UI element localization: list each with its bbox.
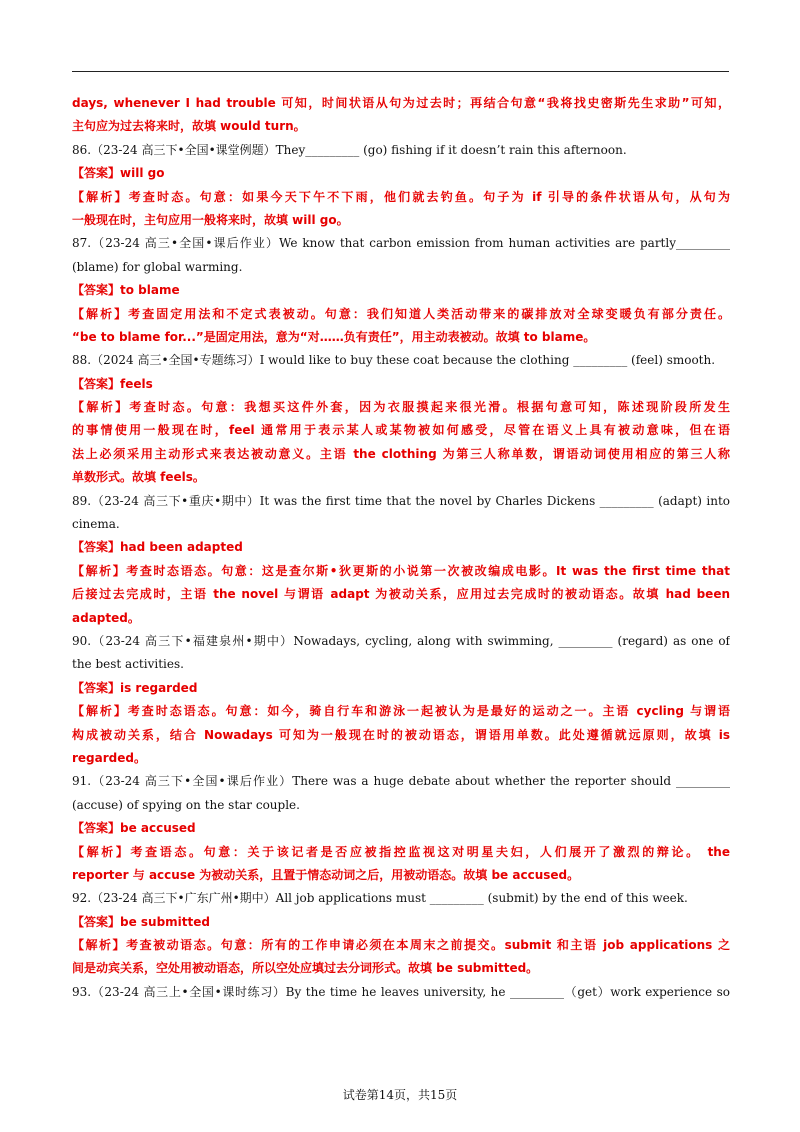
answer-analysis-line: 【解析】考查固定用法和不定式表被动。句意：我们知道人类活动带来的碳排放对全球变暖负有部分责任。 [72,306,730,321]
answer-analysis-line: 【答案】feels [72,376,153,391]
question-line: 87.（23-24 高三•全国•课后作业）We know that carbon emission from human activities are partly_________ [72,236,730,251]
question-line: 92.（23-24 高三下•广东广州•期中）All job applications must _________ (submit) by the end of this week. [72,891,688,906]
answer-analysis-line: 【答案】be submitted [72,914,211,929]
answer-analysis-line: 的事情使用一般现在时，feel 通常用于表示某人或某物被如何感受，尽管在语义上具有被动意味，但在语 [72,423,730,438]
answer-analysis-line: 【解析】考查被动语态。句意：所有的工作申请必须在本周末之前提交。submit 和主语 job applications 之 [72,938,730,953]
question-line: 91.（23-24 高三下•全国•课后作业）There was a huge debate about whether the reporter should _________ [72,774,730,789]
answer-analysis-line: 【答案】to blame [72,283,180,298]
answer-analysis-line: “be to blame for...”是固定用法，意为“对……负有责任”，用主动表被动。故填 to blame。 [72,329,596,344]
answer-analysis-line: reporter 与 accuse 为被动关系，且置于情态动词之后，用被动语态。故填 be accused。 [72,867,580,882]
question-line: 90.（23-24 高三下•福建泉州•期中）Nowadays, cycling, along with swimming, _________ (regard) as one of [72,633,730,648]
page-footer: 试卷第14页，共15页 [342,1088,458,1102]
question-line: 86.（23-24 高三下•全国•课堂例题）They_________ (go) fishing if it doesn’t rain this afternoon. [72,142,627,157]
answer-analysis-line: 法上必须采用主动形式来表达被动意义。主语 the clothing 为第三人称单数，谓语动词使用相应的第三人称 [72,446,730,461]
answer-analysis-line: 单数形式。故填 feels。 [72,470,205,485]
answer-analysis-line: 【解析】考查时态。句意：我想买这件外套，因为衣服摸起来很光滑。根据句意可知，陈述现阶段所发生 [72,400,730,415]
question-line: the best activities. [72,657,184,672]
question-line: 89.（23-24 高三下•重庆•期中）It was the first time that the novel by Charles Dickens _________ (adapt) into [72,493,730,508]
answer-analysis-line: 【答案】be accused [72,821,196,836]
answer-analysis-line: 【解析】考查语态。句意：关于该记者是否应被指控监视这对明星夫妇，人们展开了激烈的辩论。 the [72,844,730,859]
question-line: (blame) for global warming. [72,259,243,274]
question-line: cinema. [72,517,120,532]
question-line: 93.（23-24 高三上•全国•课时练习）By the time he leaves university, he _________（get）work experience so [72,984,730,999]
answer-analysis-line: 后接过去完成时，主语 the novel 与谓语 adapt 为被动关系，应用过去完成时的被动语态。故填 had been [72,587,730,602]
answer-analysis-line: 【解析】考查时态语态。句意：如今，骑自行车和游泳一起被认为是最好的运动之一。主语 cycling 与谓语 [72,704,730,719]
header-rule [72,71,729,72]
answer-analysis-line: 构成被动关系，结合 Nowadays 可知为一般现在时的被动语态，谓语用单数。此处遵循就远原则，故填 is [72,727,730,742]
answer-analysis-line: 主句应为过去将来时，故填 would turn。 [72,119,306,134]
question-line: (accuse) of spying on the star couple. [72,797,300,812]
answer-analysis-line: 【答案】will go [72,166,165,181]
answer-analysis-line: 【答案】had been adapted [72,540,243,555]
answer-analysis-line: 【解析】考查时态。句意：如果今天下午不下雨，他们就去钓鱼。句子为 if 引导的条件状语从句，从句为 [72,189,730,204]
answer-analysis-line: 【答案】is regarded [72,680,198,695]
document-body [72,92,730,1004]
answer-analysis-line: days, whenever I had trouble 可知，时间状语从句为过去时；再结合句意“我将找史密斯先生求助”可知， [72,96,730,110]
answer-analysis-line: adapted。 [72,610,140,625]
answer-analysis-line: regarded。 [72,750,146,765]
answer-analysis-line: 间是动宾关系，空处用被动语态，所以空处应填过去分词形式。故填 be submitted。 [72,961,539,976]
answer-analysis-line: 一般现在时，主句应用一般将来时，故填 will go。 [72,212,349,227]
answer-analysis-line: 【解析】考查时态语态。句意：这是查尔斯•狄更斯的小说第一次被改编成电影。It was the first time that [72,563,730,578]
question-line: 88.（2024 高三•全国•专题练习）I would like to buy these coat because the clothing _________ (feel) smooth. [72,353,716,368]
